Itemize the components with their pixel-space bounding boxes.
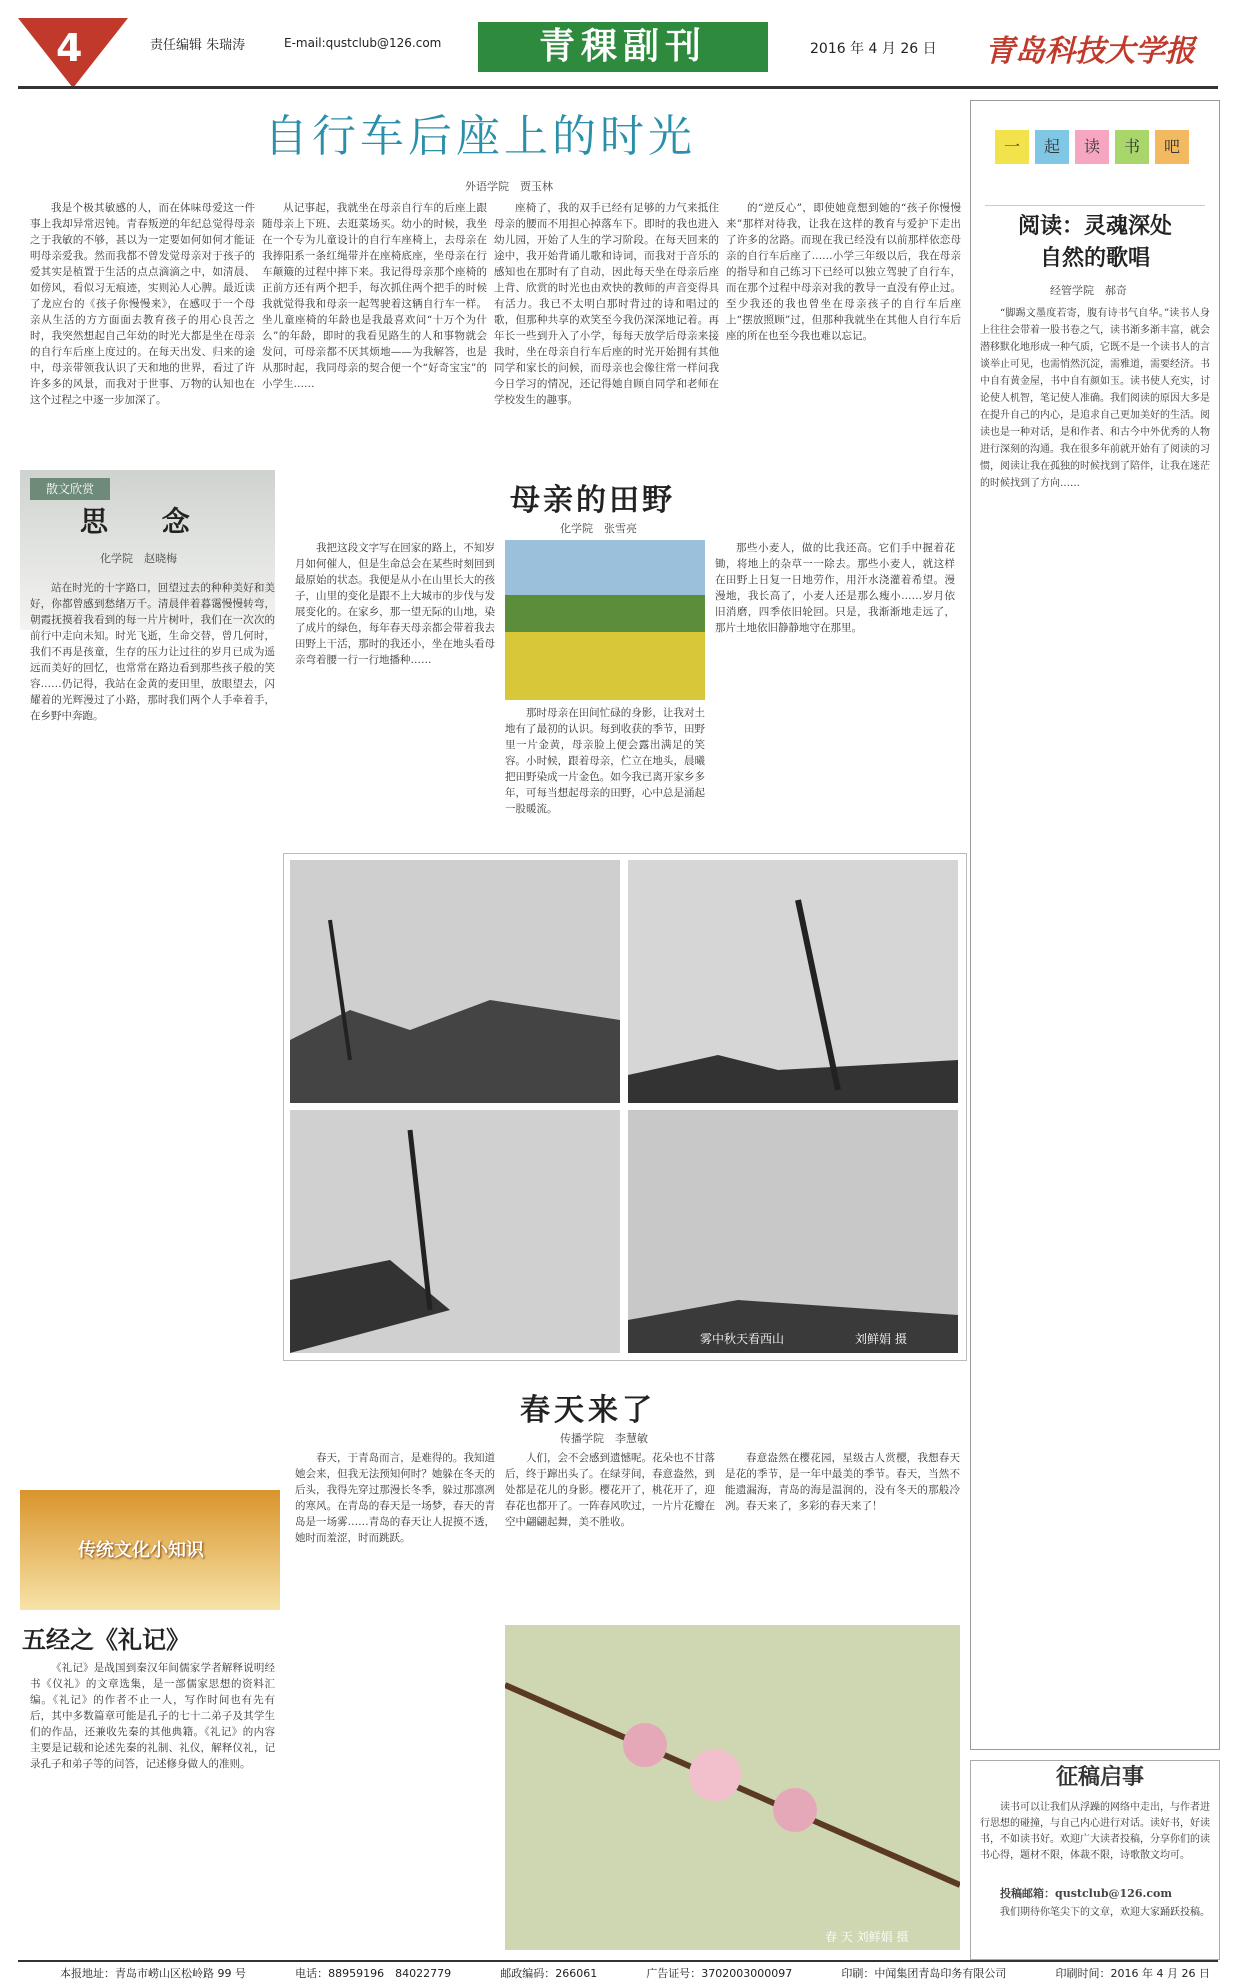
footer-ad-license: 广告证号：3702003000097 — [646, 1967, 793, 1980]
lead-article-col-2: 从记事起，我就坐在母亲自行车的后座上跟随母亲上下班、去逛菜场买。幼小的时候，我坐在一个专为儿童设计的自行车座椅上，去母亲在我捧阳系一条红绳带并在座椅底座，坐母亲在行车颠簸的过程中摔下来。我记得母亲那个座椅的正前方还有两个把手，每次抓住两个把手的时候我就觉得我和母亲一起驾驶着这辆自行车一样。坐儿童座椅的年龄也是我最喜欢问“十万个为什么”的年龄，即时的我看见路生的人和事物就会发问，可母亲都不厌其烦地——为我解答，也是从那时起，我同母亲的契合便一个“好奇宝宝”的小学生…… — [262, 202, 487, 390]
footer-postcode: 邮政编码：266061 — [500, 1967, 598, 1980]
fog-photo-1 — [290, 860, 620, 1103]
banner-card-3: 读 — [1075, 130, 1109, 164]
notice-closing: 我们期待你笔尖下的文章，欢迎大家踊跃投稿。 — [1000, 1907, 1210, 1918]
issue-date: 2016 年 4 月 26 日 — [810, 41, 937, 57]
sidebar-rule — [985, 205, 1205, 206]
notice-body: 读书可以让我们从浮躁的网络中走出，与作者进行思想的碰撞，与自己内心进行对话。读好书，好读书，不如读书好。欢迎广大读者投稿，分享你们的读书心得，题材不限，体裁不限，诗歌散文均可。 — [980, 1802, 1210, 1861]
mother-article-col-1: 我把这段文字写在回家的路上，不知岁月如何催人，但是生命总会在某些时刻回到最原始的状态。我便是从小在山里长大的孩子，山里的变化是跟不上大城市的步伐与发展变化的。在家乡，那一望无际的山地，染了成片的绿色，每年春天母亲都会带着我去田野上干活，那时的我还小，坐在地头看母亲弯着腰一行一行地播种…… — [295, 542, 495, 666]
editor-email: E-mail:qustclub@126.com — [284, 36, 442, 50]
photo-author: 刘鲜娟 摄 — [855, 1332, 907, 1346]
page-number-badge — [18, 18, 128, 88]
masthead — [0, 0, 1236, 88]
culture-title: 五经之《礼记》 — [22, 1625, 190, 1654]
spring-article-title: 春天来了 — [520, 1393, 656, 1428]
footer-print-date: 印刷时间：2016 年 4 月 26 日 — [1055, 1967, 1210, 1980]
sidebar-byline: 经管学院 郝奇 — [1050, 284, 1127, 297]
page-number: 4 — [56, 26, 83, 70]
mother-article-byline: 化学院 张雪亮 — [560, 522, 637, 535]
mother-article-title: 母亲的田野 — [510, 483, 675, 518]
spring-article-col-1: 春天，于青岛而言，是难得的。我知道她会来，但我无法预知何时？她躲在冬天的后头，我得先穿过那漫长冬季，躲过那凛冽的寒风。在青岛的春天是一场梦，春天的青岛是一场雾……青岛的春天让人捉摸不透，她时而羞涩，时而跳跃。 — [295, 1452, 495, 1544]
section-title: 青稞副刊 — [478, 22, 768, 72]
spring-article-col-3: 春意盎然在樱花园，星级古人赏樱，我想春天是花的季节，是一年中最美的季节。春天，当然不能遗漏海，青岛的海是温润的，没有冬天的那般冷冽。春天来了，多彩的春天来了！ — [725, 1452, 960, 1512]
sidebar-title-line-2: 自然的歌唱 — [1039, 245, 1150, 271]
editor-credit: 责任编辑 朱瑞涛 — [150, 38, 246, 53]
sidebar-title — [985, 210, 1205, 274]
spring-article-col-2: 人们，会不会感到遗憾呢。花朵也不甘落后，终于蹿出头了。在绿芽间，春意盎然，到处都是花儿的身影。樱花开了，桃花开了，迎春花也都开了。一阵春风吹过，一片片花瓣在空中翩翩起舞，美不胜收。 — [505, 1452, 715, 1528]
culture-body: 《礼记》是战国到秦汉年间儒家学者解释说明经书《仪礼》的文章选集，是一部儒家思想的资料汇编。《礼记》的作者不止一人，写作时间也有先有后，其中多数篇章可能是孔子的七十二弟子及其学生们的作品，还兼收先秦的其他典籍。《礼记》的内容主要是记载和论述先秦的礼制、礼仪，解释仪礼，记录孔子和弟子等的问答，记述修身做人的准则。 — [30, 1662, 275, 1770]
mother-article-col-3: 那些小麦人，做的比我还高。它们手中握着花锄，将地上的杂草一一除去。那些小麦人，就这样在田野上日复一日地劳作，用汗水浇灌着希望。漫漫地，我长高了，小麦人还是那么瘦小……岁月依旧消磨，四季依旧轮回。只是，我渐渐地走远了，那片土地依旧静静地守在那里。 — [715, 542, 955, 634]
lead-article-byline: 外语学院 贾玉林 — [465, 180, 553, 193]
sinian-byline: 化学院 赵晓梅 — [100, 552, 177, 565]
banner-card-5: 吧 — [1155, 130, 1189, 164]
spring-article-byline: 传播学院 李慧敏 — [560, 1432, 648, 1445]
sidebar-body: “脚踢文墨度若寄，腹有诗书气自华。”读书人身上往往会带着一股书卷之气，读书渐多渐丰富，就会潜移默化地形成一种气质，它既不是一个读书人的言谈举止可见，也需悄然沉淀，需雅道，需要经济。书中自有黄金屋，书中自有颜如玉。读书使人充实，讨论使人机智，笔记使人准确。我们阅读的原因大多是在提升自己的内心，是追求自己更加美好的生活。阅读也是一种对话，是和作者、和古今中外优秀的人物进行深刻的沟通。我在很多年前就开始有了阅读的习惯，阅读让我在孤独的时候找到了陪伴，让我在迷茫的时候找到了方向…… — [980, 308, 1210, 489]
footer-address: 本报地址：青岛市崂山区松岭路 99 号 — [60, 1967, 246, 1980]
notice-title: 征稿启事 — [1055, 1764, 1144, 1790]
paper-name: 青岛科技大学报 — [985, 34, 1195, 69]
footer-rule — [18, 1960, 1218, 1962]
fog-photo-3 — [290, 1110, 620, 1353]
sinian-body: 站在时光的十字路口，回望过去的种种美好和美好，你都曾感到愁绪万千。清晨伴着暮霭慢慢转弯，朝霞抚摸着我看到的每一片片树叶，我们在一次次的前行中走向未知。时光飞逝，生命交替，曾几何时，我们不再是孩童，生存的压力让过往的岁月已成为遥远而美好的回忆，也常常在路边看到那些孩子般的笑容……仍记得，我站在金黄的麦田里，放眼望去，闪耀着的光辉漫过了小路，那时我们两个人手牵着手，在乡野中奔跑。 — [30, 582, 275, 722]
sinian-title: 思 念 — [80, 505, 212, 538]
lead-article-col-3: 座椅了，我的双手已经有足够的力气来抵住母亲的腰而不用担心掉落车下。即时的我也进入幼儿园，开始了人生的学习阶段。在每天回来的途中，我开始背诵儿歌和诗词，而我对于音乐的感知也在那时有了自动，因此每天坐在母亲后座上背、欣赏的时光也由欢快的教师的声音变得具有活力。我已不太明白那时背过的诗和唱过的歌，但那种共享的欢笑至今我仍深深地记着。再年长一些到升入了小学，每每天放学后母亲来接我时，坐在母亲自行车后座的时光开始拥有其他同学和家长的问候，而母亲也会像往常一样问我今日学习的情况，还记得她自顾自同学和老师在学校发生的趣事。 — [494, 202, 719, 406]
sinian-label: 散文欣赏 — [30, 478, 110, 500]
lead-article-col-1: 我是个极其敏感的人，而在体味母爱这一件事上我却异常迟钝。青春叛逆的年纪总觉得母亲之于我敏的不够，甚以为一定要如何如何才能证明母亲爱我。然而我都不曾发觉母亲对于孩子的爱其实是植置于生活的点点滴滴之中，如清晨、如傍风，看似习无痕迹，实则沁人心脾。最近读了龙应台的《孩子你慢慢来》，在感叹于一个母亲从生活的方方面面去教育孩子的用心良苦之时，我突然想起自己年幼的时光大都是坐在母亲的自行车后座上度过的。在每天出发、归来的途中，母亲带领我认识了天和地的世界，看过了许许多多的风景，而我对于世事、万物的认知也在这个过程之中逐一步加深了。 — [30, 202, 255, 406]
sidebar-title-line-1: 阅读：灵魂深处 — [1017, 213, 1172, 239]
banner-card-1: 一 — [995, 130, 1029, 164]
fog-photo-4 — [628, 1110, 958, 1353]
banner-card-4: 书 — [1115, 130, 1149, 164]
notice-email: 投稿邮箱：qustclub@126.com — [1000, 1887, 1172, 1900]
mother-field-photo — [505, 540, 705, 700]
spring-photo-credit: 春 天 刘鲜娟 摄 — [825, 1930, 909, 1944]
footer-phone: 电话：88959196 84022779 — [295, 1967, 452, 1980]
lead-article-title: 自行车后座上的时光 — [264, 111, 696, 162]
lead-article-col-4: 的“逆反心”，即使她竟想到她的“孩子你慢慢来”那样对待我，让我在这样的教育与爱护下走出了许多的岔路。而现在我已经没有以前那样依恋母亲的自行车后座了……小学三年级以后，我在母亲的指导和自己练习下已经可以独立驾驶了自行车，而在那个过程中母亲对我的教导一直没有停止过。至少我还的我也曾坐在母亲孩子的自行车后座上“摆放照顾”过，但那种我就坐在其他人自行车后座的所在也至今我也难以忘记。 — [726, 202, 961, 342]
footer-printer: 印刷：中闻集团青岛印务有限公司 — [841, 1967, 1007, 1980]
mother-article-col-2: 那时母亲在田间忙碌的身影，让我对土地有了最初的认识。每到收获的季节，田野里一片金黄，母亲脸上便会露出满足的笑容。小时候，跟着母亲，伫立在地头，晨曦把田野染成一片金色。如今我已离开家乡多年，可每当想起母亲的田野，心中总是涌起一股暖流。 — [505, 707, 705, 815]
banner-card-2: 起 — [1035, 130, 1069, 164]
reading-banner — [995, 130, 1195, 190]
culture-banner-text: 传统文化小知识 — [78, 1540, 204, 1561]
footer — [60, 1965, 1210, 1981]
spring-blossom-photo — [505, 1625, 960, 1950]
fog-photo-2 — [628, 860, 958, 1103]
photo-caption: 雾中秋天看西山 — [700, 1332, 785, 1346]
header-rule — [18, 86, 1218, 89]
